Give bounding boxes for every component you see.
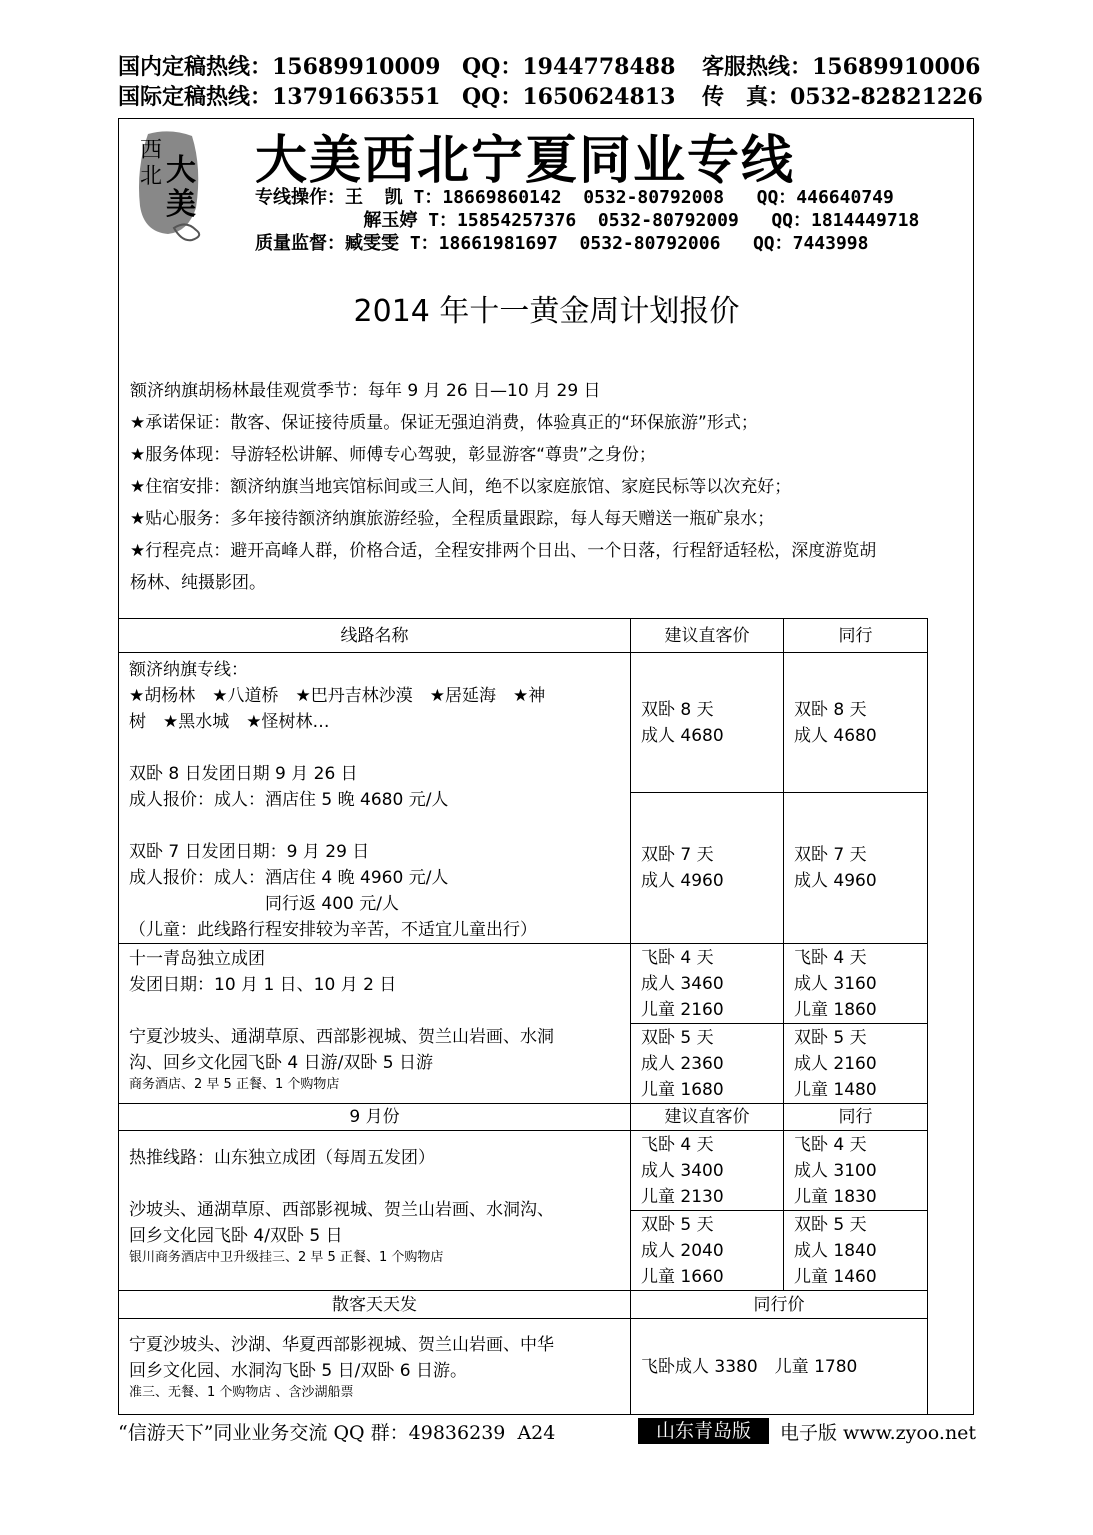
- price-line: 双卧 8 天: [641, 699, 714, 720]
- contact-line: 专线操作：王 凯 T：18669860142 0532-80792008 QQ：446640749: [255, 187, 894, 208]
- price-line: 成人 4680: [794, 725, 877, 746]
- route-line: 双卧 7 日发团日期：9 月 29 日: [129, 842, 370, 862]
- price-line: 儿童 1860: [794, 999, 877, 1020]
- qq-number-1: QQ：1944778488: [462, 54, 676, 80]
- intro-line: ★服务体现：导游轻松讲解、师傅专心驾驶，彰显游客“尊贵”之身份；: [130, 445, 656, 465]
- logo-text-right: 大 美: [166, 153, 196, 222]
- price-line: 儿童 1830: [794, 1186, 877, 1207]
- price-cell: [784, 1131, 928, 1211]
- section-header-row: [119, 1291, 928, 1319]
- price-line: 成人 2160: [794, 1053, 877, 1074]
- domestic-hotline: 国内定稿热线：15689910009: [118, 54, 441, 80]
- price-line: 双卧 5 天: [641, 1027, 714, 1048]
- qingdao-route-cell: [119, 944, 631, 1104]
- route-line: 同行返 400 元/人: [129, 894, 399, 914]
- col-header-peer: 同行: [784, 1104, 928, 1131]
- table-row: [119, 944, 928, 1024]
- route-line: 额济纳旗专线：: [129, 660, 248, 680]
- price-line: 双卧 8 天: [794, 699, 867, 720]
- logo-text-left: 西 北: [140, 138, 163, 189]
- route-note: 银川商务酒店中卫升级挂三、2 早 5 正餐、1 个购物店: [129, 1250, 444, 1265]
- route-line: 沟、回乡文化园飞卧 4 日游/双卧 5 日游: [129, 1053, 433, 1073]
- route-line: 成人报价：成人：酒店住 5 晚 4680 元/人: [129, 790, 449, 810]
- price-line: 儿童 1460: [794, 1266, 877, 1287]
- price-line: 儿童 2130: [641, 1186, 724, 1207]
- price-cell: [631, 653, 784, 793]
- table-row: [119, 1131, 928, 1211]
- intro-line: ★住宿安排：额济纳旗当地宾馆标间或三人间，绝不以家庭旅馆、家庭民标等以次充好；: [130, 477, 792, 497]
- route-line: 双卧 8 日发团日期 9 月 26 日: [129, 764, 358, 784]
- intro-line: ★承诺保证：散客、保证接待质量。保证无强迫消费，体验真正的“环保旅游”形式；: [130, 413, 758, 433]
- price-line: 双卧 5 天: [641, 1214, 714, 1235]
- price-line: 儿童 2160: [641, 999, 724, 1020]
- contact-line: 解玉婷 T：15854257376 0532-80792009 QQ：1814449718: [255, 210, 920, 231]
- price-line: 成人 3460: [641, 973, 724, 994]
- price-cell: [784, 944, 928, 1024]
- price-cell: [631, 1024, 784, 1104]
- col-header-direct: 建议直客价: [631, 619, 784, 653]
- table-header-row: [119, 619, 928, 653]
- route-note: 准三、无餐、1 个购物店 、含沙湖船票: [129, 1384, 354, 1400]
- daily-route-cell: [119, 1319, 631, 1415]
- plan-title: 2014 年十一黄金周计划报价: [353, 294, 740, 329]
- section-header-september: 9 月份: [119, 1104, 631, 1131]
- route-line: 十一青岛独立成团: [129, 949, 265, 969]
- price-table: [118, 618, 928, 1415]
- intro-line: ★行程亮点：避开高峰人群，价格合适，全程安排两个日出、一个日落，行程舒适轻松，深度游览胡: [130, 541, 877, 561]
- spacer: [129, 813, 620, 839]
- price-line: 成人 1840: [794, 1240, 877, 1261]
- september-route-cell: [119, 1131, 631, 1291]
- col-header-direct: 建议直客价: [631, 1104, 784, 1131]
- section-header-daily: 散客天天发: [119, 1291, 631, 1319]
- price-line: 儿童 1480: [794, 1079, 877, 1100]
- route-line: 回乡文化园、水洞沟飞卧 5 日/双卧 6 日游。: [129, 1360, 467, 1381]
- col-header-route: 线路名称: [119, 619, 631, 653]
- price-line: 成人 3100: [794, 1160, 877, 1181]
- price-line: 飞卧 4 天: [641, 1134, 714, 1155]
- footer-website: 电子版 www.zyoo.net: [780, 1422, 977, 1444]
- international-hotline: 国际定稿热线：13791663551: [118, 84, 441, 110]
- col-header-peer: 同行: [784, 619, 928, 653]
- route-line: （儿童：此线路行程安排较为辛苦，不适宜儿童出行）: [129, 920, 537, 940]
- price-cell: [631, 944, 784, 1024]
- table-row: [119, 1319, 928, 1415]
- price-line: 双卧 7 天: [641, 845, 714, 866]
- route-line: 成人报价：成人：酒店住 4 晚 4960 元/人: [129, 868, 449, 888]
- price-line: 飞卧 4 天: [794, 1134, 867, 1155]
- route-line: ★胡杨林 ★八道桥 ★巴丹吉林沙漠 ★居延海 ★神: [129, 686, 546, 706]
- route-line: 树 ★黑水城 ★怪树林…: [129, 712, 330, 732]
- route-line: 热推线路：山东独立成团（每周五发团）: [129, 1148, 435, 1168]
- price-cell: [784, 653, 928, 793]
- price-line: 儿童 1680: [641, 1079, 724, 1100]
- price-line: 成人 2040: [641, 1240, 724, 1261]
- price-cell: [631, 793, 784, 944]
- price-line: 成人 4960: [641, 871, 724, 892]
- route-line: 宁夏沙坡头、通湖草原、西部影视城、贺兰山岩画、水洞: [129, 1027, 554, 1047]
- price-line: 成人 3160: [794, 973, 877, 994]
- ejina-route-cell: [119, 653, 631, 944]
- price-cell: [784, 1024, 928, 1104]
- price-line: 飞卧 4 天: [794, 947, 867, 968]
- daily-price-cell: 飞卧成人 3380 儿童 1780: [631, 1319, 928, 1415]
- price-line: 成人 4960: [794, 871, 877, 892]
- intro-line: 额济纳旗胡杨林最佳观赏季节：每年 9 月 26 日—10 月 29 日: [130, 381, 601, 401]
- price-line: 双卧 5 天: [794, 1214, 867, 1235]
- brand-title: 大美西北宁夏同业专线: [255, 131, 796, 191]
- price-cell: [784, 1211, 928, 1291]
- fax-number: 传 真：0532-82821226: [702, 84, 983, 110]
- price-cell: [784, 793, 928, 944]
- price-cell: [631, 1211, 784, 1291]
- price-line: 双卧 5 天: [794, 1027, 867, 1048]
- intro-line: 杨林、纯摄影团。: [130, 573, 266, 593]
- price-line: 成人 4680: [641, 725, 724, 746]
- price-line: 双卧 7 天: [794, 845, 867, 866]
- price-line: 儿童 1660: [641, 1266, 724, 1287]
- spacer: [129, 1171, 620, 1197]
- route-line: 回乡文化园飞卧 4/双卧 5 日: [129, 1226, 343, 1246]
- route-line: 宁夏沙坡头、沙湖、华夏西部影视城、贺兰山岩画、中华: [129, 1334, 554, 1355]
- service-hotline: 客服热线：15689910006: [702, 54, 981, 80]
- route-line: 发团日期：10 月 1 日、10 月 2 日: [129, 975, 397, 995]
- col-header-peer-price: 同行价: [631, 1291, 928, 1319]
- footer-qq-group: “信游天下”同业业务交流 QQ 群：49836239 A24: [118, 1422, 556, 1444]
- brand-logo: [134, 128, 206, 243]
- price-line: 成人 2360: [641, 1053, 724, 1074]
- intro-line: ★贴心服务：多年接待额济纳旗旅游经验，全程质量跟踪，每人每天赠送一瓶矿泉水；: [130, 509, 775, 529]
- qq-number-2: QQ：1650624813: [462, 84, 676, 110]
- contact-line: 质量监督：臧雯雯 T：18661981697 0532-80792006 QQ：7443998: [255, 233, 869, 254]
- footer-edition-badge: 山东青岛版: [638, 1418, 769, 1444]
- price-cell: [631, 1131, 784, 1211]
- table-row: [119, 653, 928, 793]
- route-line: 沙坡头、通湖草原、西部影视城、贺兰山岩画、水洞沟、: [129, 1200, 554, 1220]
- route-note: 商务酒店、2 早 5 正餐、1 个购物店: [129, 1077, 340, 1092]
- price-line: 飞卧 4 天: [641, 947, 714, 968]
- spacer: [129, 735, 620, 761]
- spacer: [129, 998, 620, 1024]
- section-header-row: [119, 1104, 928, 1131]
- price-line: 成人 3400: [641, 1160, 724, 1181]
